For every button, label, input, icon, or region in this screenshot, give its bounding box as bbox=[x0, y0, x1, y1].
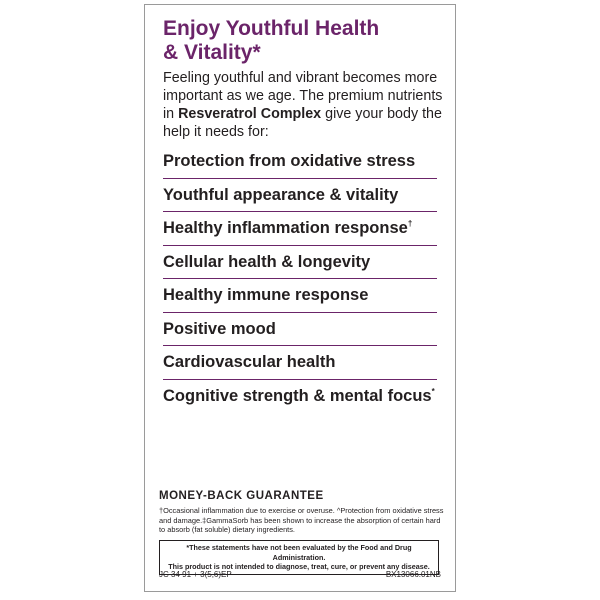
benefit-mark: † bbox=[407, 219, 413, 228]
product-name: Resveratrol Complex bbox=[178, 106, 322, 122]
benefit-text: Healthy immune response bbox=[163, 286, 369, 304]
benefit-list bbox=[163, 145, 437, 413]
benefit-item bbox=[163, 246, 437, 280]
guarantee-heading: MONEY-BACK GUARANTEE bbox=[159, 490, 324, 502]
benefit-text: Cognitive strength & mental focus bbox=[163, 386, 432, 405]
benefit-item bbox=[163, 212, 437, 246]
benefit-item bbox=[163, 346, 437, 380]
benefit-item bbox=[163, 145, 437, 179]
footnote-text: †Occasional inflammation due to exercise or overuse. ^Protection from oxidative stress and damage.‡GammaSorb has been shown to increase the absorption of certain hard to absorb (fat soluble) dietary ingredients. bbox=[159, 506, 444, 535]
panel-title bbox=[163, 17, 443, 65]
benefit-item bbox=[163, 313, 437, 347]
title-line-2: & Vitality* bbox=[163, 41, 261, 64]
fda-disclaimer-line-1: *These statements have not been evaluated by the Food and Drug Administration. bbox=[186, 543, 412, 562]
benefit-item bbox=[163, 279, 437, 313]
benefit-text: Positive mood bbox=[163, 319, 276, 338]
intro-text-end: give your body the help it needs for: bbox=[163, 106, 442, 140]
product-code: BX13066.01NB bbox=[385, 570, 441, 579]
benefit-text: Youthful appearance & vitality bbox=[163, 185, 399, 204]
benefit-text: Cellular health & longevity bbox=[163, 252, 371, 271]
product-panel bbox=[144, 4, 456, 592]
benefit-item bbox=[163, 380, 437, 414]
lot-code: JC 34 91 + 3(5,6)EP bbox=[159, 570, 232, 579]
benefit-mark: * bbox=[431, 386, 435, 396]
benefit-item bbox=[163, 179, 437, 213]
benefit-text: Protection from oxidative stress bbox=[163, 152, 416, 170]
benefit-text: Cardiovascular health bbox=[163, 353, 336, 371]
fda-disclaimer-line-2: This product is not intended to diagnose, treat, cure, or prevent any disease. bbox=[168, 562, 430, 571]
benefit-text: Healthy inflammation response bbox=[163, 219, 408, 237]
title-line-1: Enjoy Youthful Health bbox=[163, 17, 380, 40]
intro-paragraph bbox=[163, 69, 445, 141]
intro-text-start: Feeling youthful and vibrant becomes more important as we age. The premium nutrients in bbox=[163, 70, 443, 122]
